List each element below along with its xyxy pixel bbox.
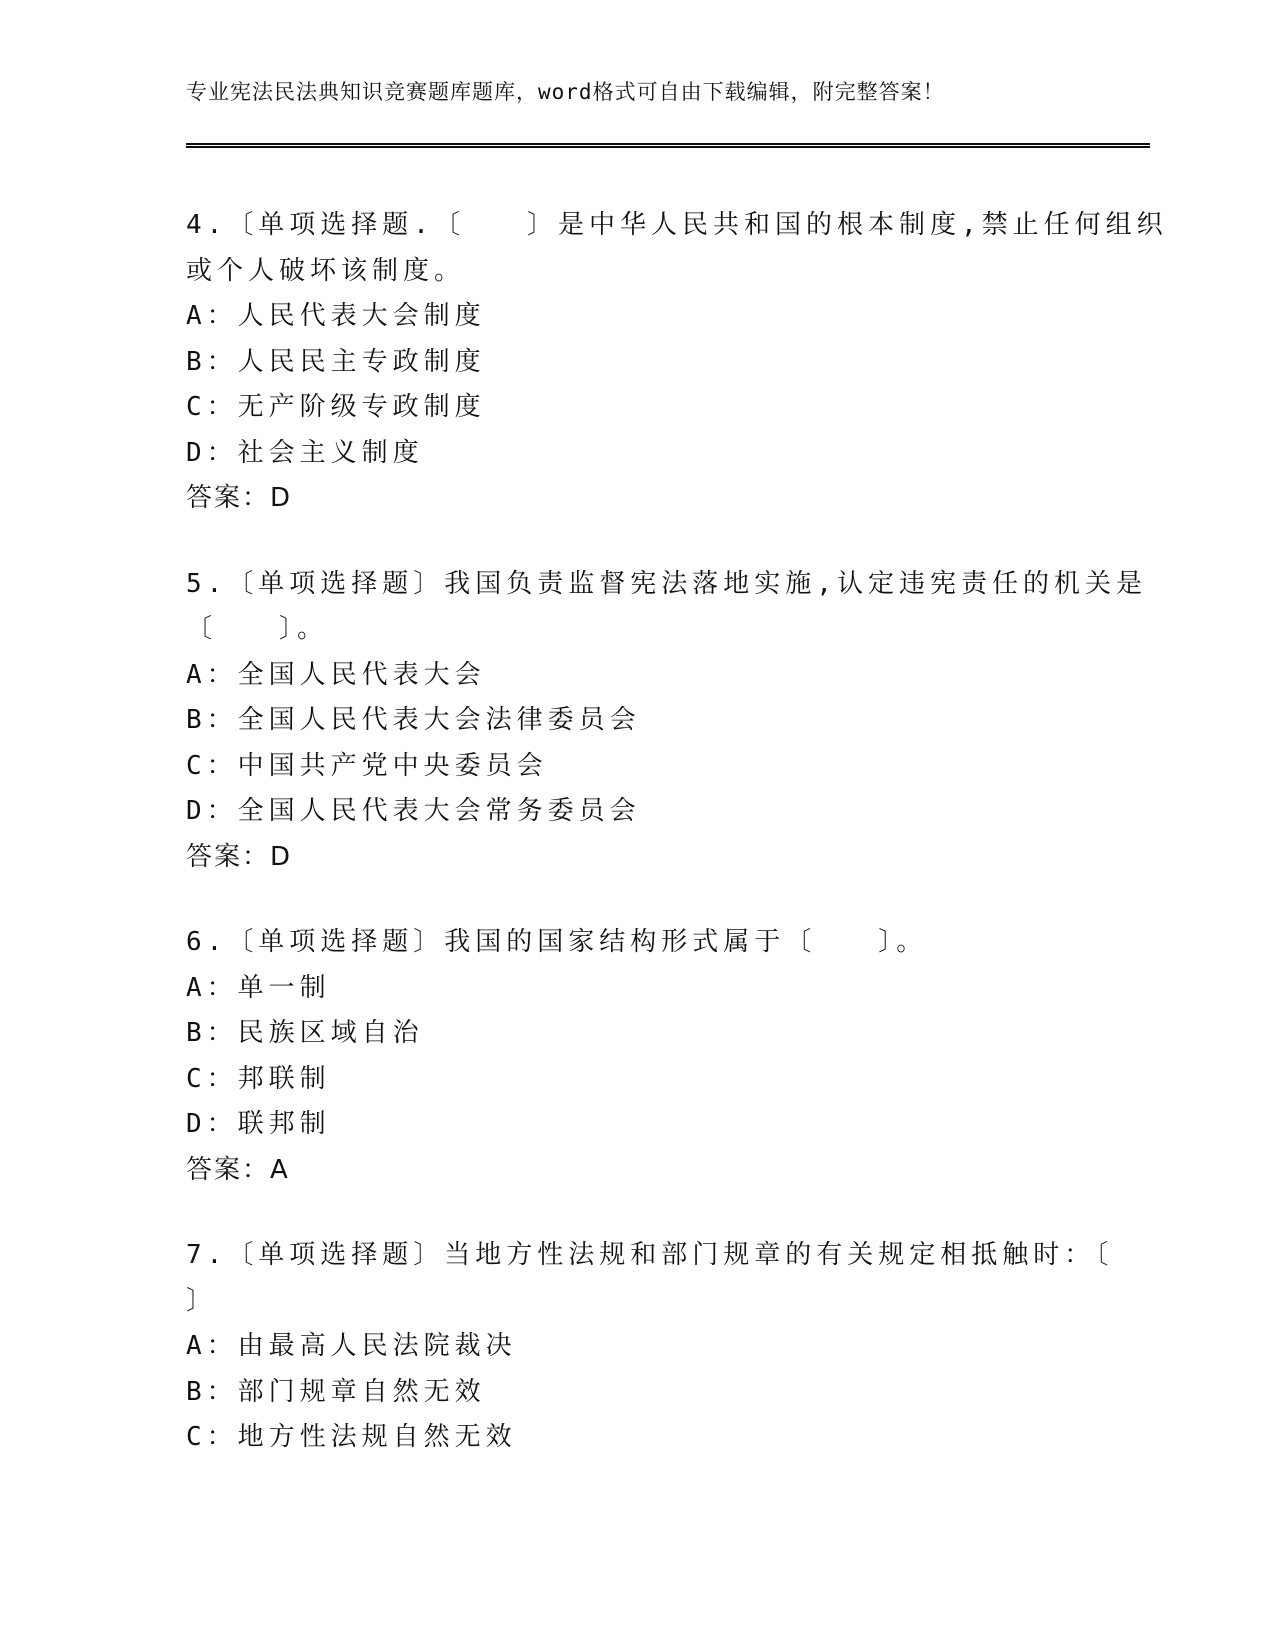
option-c: C：中国共产党中央委员会 [186, 750, 548, 781]
question-6 [186, 920, 1086, 1193]
option-a: A：由最高人民法院裁决 [186, 1331, 517, 1361]
option-a: A：人民代表大会制度 [186, 301, 486, 331]
question-stem: 7.〔单项选择题〕当地方性法规和部门规章的有关规定相抵触时：〔 [186, 1240, 1114, 1270]
question-stem: 5.〔单项选择题〕我国负责监督宪法落地实施,认定违宪责任的机关是 [186, 568, 1147, 599]
answer: 答案：D [186, 841, 293, 872]
answer: 答案：D [186, 483, 293, 513]
page-header: 专业宪法民法典知识竞赛题库题库，word格式可自由下载编辑，附完整答案！ [186, 80, 945, 104]
answer: 答案：A [186, 1154, 290, 1185]
option-d: D：社会主义制度 [186, 437, 424, 468]
question-stem: 6.〔单项选择题〕我国的国家结构形式属于〔 〕。 [186, 927, 928, 957]
option-c: C：无产阶级专政制度 [186, 392, 486, 422]
option-d: D：全国人民代表大会常务委员会 [186, 796, 641, 826]
question-stem: 〔 〕。 [186, 614, 329, 644]
option-b: B：人民民主专政制度 [186, 346, 486, 377]
question-list [186, 203, 1168, 1501]
option-b: B：部门规章自然无效 [186, 1376, 486, 1407]
option-c: C：地方性法规自然无效 [186, 1422, 517, 1452]
question-stem: 4.〔单项选择题.〔 〕是中华人民共和国的根本制度,禁止任何组织 [186, 210, 1168, 240]
option-b: B：全国人民代表大会法律委员会 [186, 705, 641, 735]
option-a: A：单一制 [186, 972, 331, 1003]
question-5 [186, 562, 1147, 881]
option-d: D：联邦制 [186, 1109, 331, 1139]
question-stem: 或个人破坏该制度。 [186, 255, 466, 286]
question-7 [186, 1233, 1114, 1461]
option-c: C：邦联制 [186, 1063, 331, 1094]
option-b: B：民族区域自治 [186, 1018, 424, 1048]
question-stem: 〕 [186, 1285, 218, 1316]
header-divider [186, 143, 1150, 148]
option-a: A：全国人民代表大会 [186, 659, 486, 690]
question-4 [186, 203, 1168, 522]
